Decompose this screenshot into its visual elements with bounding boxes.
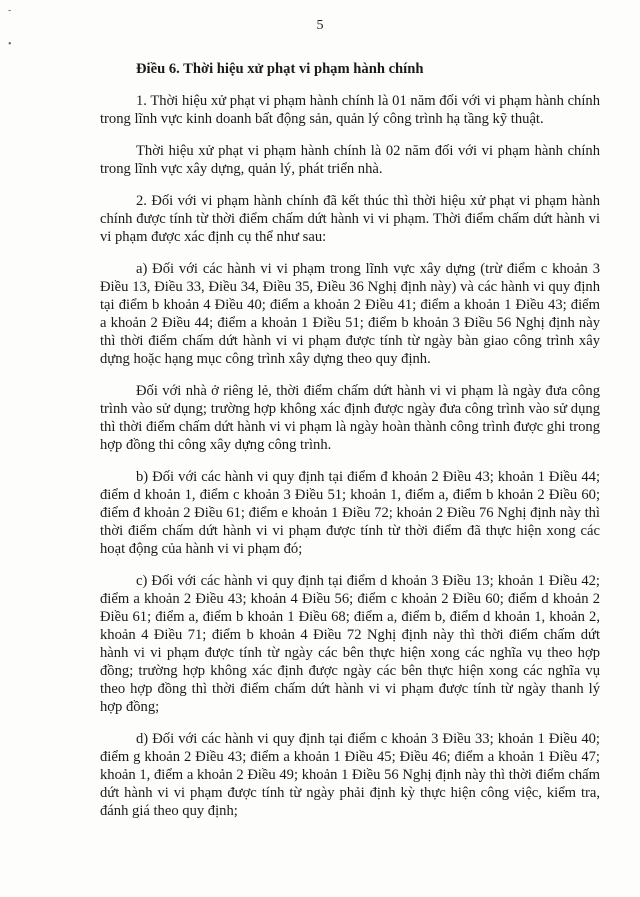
paragraph-4: a) Đối với các hành vi vi phạm trong lĩnh vực xây dựng (trừ điểm c khoản 3 Điều 13, Điều 33, Điều 34, Điều 35, Điều 36 Nghị định này) và các hành vi quy định tại điểm b khoản 4 Điều 40; điểm a khoản 2 Điều 41; điểm a khoản 1 Điều 43; điểm a khoản 2 Điều 44; điểm a khoản 1 Điều 51; điểm b khoản 3 Điều 56 Nghị định này thì thời điểm chấm dứt hành vi vi phạm được tính từ ngày bàn giao công trình xây dựng hoặc hạng mục công trình xây dựng theo quy định. <box>100 261 600 367</box>
paragraph-8: d) Đối với các hành vi quy định tại điểm c khoản 3 Điều 33; khoản 1 Điều 40; điểm g khoản 2 Điều 43; điểm a khoản 1 Điều 45; Điều 46; điểm a khoản 1 Điều 47; khoản 1, điểm a khoản 2 Điều 49; khoản 1 Điều 56 Nghị định này thì thời điểm chấm dứt hành vi vi phạm được tính từ ngày phải định kỳ thực hiện công việc, kiểm tra, đánh giá theo quy định; <box>100 731 600 819</box>
paragraph-7: c) Đối với các hành vi quy định tại điểm d khoản 3 Điều 13; khoản 1 Điều 42; điểm a khoản 2 Điều 43; khoản 4 Điều 56; điểm c khoản 2 Điều 60; điểm d khoản 2 Điều 61; điểm a, điểm b khoản 1 Điều 68; điểm a, điểm b, điểm d khoản 1, khoản 2, khoản 4 Điều 71; điểm b khoản 4 Điều 72 Nghị định này thì thời điểm chấm dứt hành vi vi phạm được tính từ ngày các bên thực hiện xong các nghĩa vụ theo hợp đồng; trường hợp không xác định được ngày các bên thực hiện xong các nghĩa vụ theo hợp đồng thì thời điểm chấm dứt hành vi vi phạm được tính từ ngày thanh lý hợp đồng; <box>100 573 600 715</box>
paragraph-3: 2. Đối với vi phạm hành chính đã kết thúc thì thời hiệu xử phạt vi phạm hành chính được tính từ thời điểm chấm dứt hành vi vi phạm. Thời điểm chấm dứt hành vi vi phạm được xác định cụ thể như sau: <box>100 193 600 245</box>
margin-mark: • <box>8 39 12 50</box>
paragraph-6: b) Đối với các hành vi quy định tại điểm đ khoản 2 Điều 43; khoản 1 Điều 44; điểm d khoản 1, điểm c khoản 3 Điều 51; khoản 1, điểm a, điểm b khoản 2 Điều 60; điểm đ khoản 2 Điều 61; điểm e khoản 1 Điều 72; khoản 2 Điều 76 Nghị định này thì thời điểm chấm dứt hành vi vi phạm được tính từ thời điểm đã thực hiện xong các hoạt động của hành vi vi phạm đó; <box>100 469 600 557</box>
page-number: 5 <box>316 18 324 33</box>
document-body <box>100 60 600 834</box>
article-heading: Điều 6. Thời hiệu xử phạt vi phạm hành chính <box>136 61 424 77</box>
margin-mark: - <box>8 5 12 16</box>
paragraph-1: 1. Thời hiệu xử phạt vi phạm hành chính là 01 năm đối với vi phạm hành chính trong lĩnh vực kinh doanh bất động sản, quản lý công trình hạ tầng kỹ thuật. <box>100 93 600 127</box>
paragraph-5: Đối với nhà ở riêng lẻ, thời điểm chấm dứt hành vi vi phạm là ngày đưa công trình vào sử dụng; trường hợp không xác định được ngày đưa công trình vào sử dụng thì thời điểm chấm dứt hành vi vi phạm là ngày hoàn thành công trình được ghi trong hợp đồng thi công xây dựng công trình. <box>100 383 600 453</box>
paragraph-2: Thời hiệu xử phạt vi phạm hành chính là 02 năm đối với vi phạm hành chính trong lĩnh vực xây dựng, quản lý, phát triển nhà. <box>100 143 600 177</box>
